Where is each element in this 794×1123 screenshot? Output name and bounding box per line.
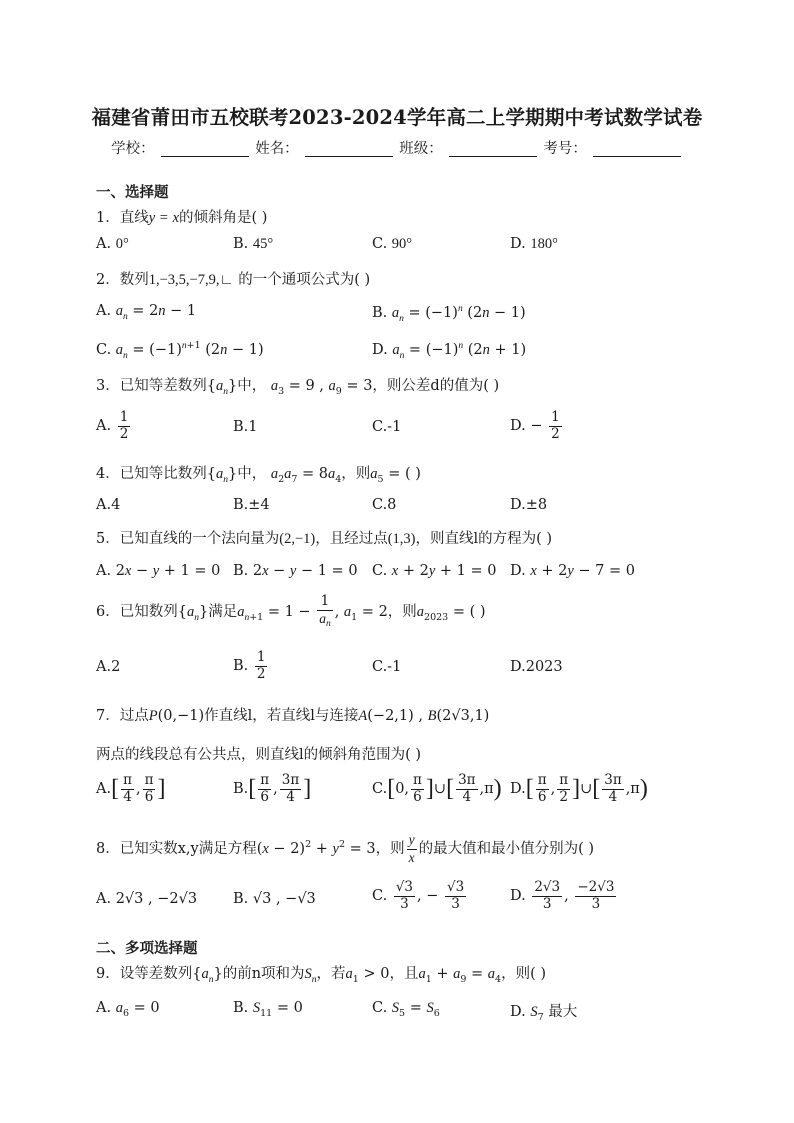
q8-option-d: D. $\frac{2√3}{3}$ , $\frac{-2√3}{3}$ (510, 879, 615, 912)
q6-option-c: C.-1 (372, 659, 402, 675)
q4-option-c: C.8 (372, 497, 397, 513)
q1-option-c: C. 90° (372, 236, 413, 252)
q3-option-c: C.-1 (372, 419, 402, 435)
page-title: 福建省莆田市五校联考2023-2024学年高二上学期期中考试数学试卷 (91, 106, 703, 129)
q9-option-b: B. $S_{11} = 0$ (233, 1000, 303, 1019)
id-blank (593, 142, 681, 157)
q7-option-c: C.[0, $\frac{\pi}{6}$ ]∪[ $\frac{3\pi}{4}$ ,π) (372, 772, 502, 805)
q2-option-b: B. $a_n = (-1)^n$ (2n − 1) (372, 304, 526, 324)
question-5: 5．已知直线的一个法向量为(2,−1)，且经过点(1,3)，则直线l的方程为( ) (96, 531, 553, 547)
school-blank (161, 142, 249, 157)
q7-option-a: A.[ $\frac{\pi}{4}$ , $\frac{\pi}{6}$ ] (96, 772, 166, 805)
q9-option-a: A. $a_6 = 0$ (96, 1000, 160, 1019)
q3-option-d: D. − $\frac{1}{2}$ (510, 409, 560, 442)
q7-option-b: B.[ $\frac{\pi}{6}$ , $\frac{3\pi}{4}$ ] (233, 772, 312, 805)
q8-option-b: B. √3 , −√3 (233, 891, 316, 907)
q8-option-c: C. $\frac{√3}{3}$ , − $\frac{√3}{3}$ (372, 879, 465, 912)
q7-option-d: D.[ $\frac{\pi}{6}$ , $\frac{\pi}{2}$ ]∪[ $\frac{3\pi}{4}$ ,π) (510, 772, 648, 805)
q1-option-b: B. 45° (233, 236, 274, 252)
question-8: 8．已知实数x,y满足方程$(x - 2)^2 + y^2 = 3$，则 $\frac{y}{x}$ 的最大值和最小值分别为( ) (96, 832, 595, 865)
name-blank (305, 142, 393, 157)
q3-option-b: B.1 (233, 419, 258, 435)
q9-option-d: D. $S_7$ 最大 (510, 1004, 578, 1023)
student-info-line (0, 137, 794, 158)
q6-option-d: D.2023 (510, 659, 563, 675)
q2-option-a: A. $a_n = 2n - 1$ (96, 303, 197, 322)
section-heading: 一、选择题 (96, 184, 169, 201)
q3-option-a: A. $\frac{1}{2}$ (96, 409, 129, 442)
q4-option-a: A.4 (96, 497, 121, 513)
id-label: 考号： (543, 141, 587, 157)
question-2: 2．数列1,−3,5,−7,9,∟ 的一个通项公式为( ) (96, 272, 371, 288)
question-4: 4．已知等比数列$\{a_n\}$中， $a_2a_7 = 8a_4$，则$a_5$ = ( ) (96, 466, 421, 485)
q8-option-a: A. 2√3 , −2√3 (96, 891, 198, 907)
q2-option-c: C. $a_n = (-1)^{n+1}$ (2n − 1) (96, 340, 264, 361)
question-7-line2: 两点的线段总有公共点，则直线l的倾斜角范围为( ) (96, 747, 422, 763)
q5-option-b: B. 2x − y − 1 = 0 (233, 563, 358, 579)
school-label: 学校： (111, 141, 155, 157)
q9-option-c: C. $S_5 = S_6$ (372, 1000, 440, 1019)
q1-option-d: D. 180° (510, 236, 558, 252)
q5-option-c: C. x + 2y + 1 = 0 (372, 563, 497, 579)
class-blank (449, 142, 537, 157)
q6-option-a: A.2 (96, 659, 121, 675)
question-7: 7．过点P(0,−1)作直线l，若直线l与连接A(−2,1) , B(2√3,1) (96, 708, 490, 724)
section-heading: 二、多项选择题 (96, 940, 198, 957)
name-label: 姓名： (255, 141, 299, 157)
question-1: 1．直线y = x的倾斜角是( ) (96, 210, 268, 226)
question-9: 9．设等差数列$\{a_n\}$的前n项和为$S_n$，若$a_1 > 0$，且$a_1 + a_9 = a_4$，则( ) (96, 966, 547, 985)
q1-option-a: A. 0° (96, 236, 129, 252)
question-6: 6．已知数列$\{a_n\}$满足$a_{n+1} = 1$ − $\frac{1}{a_n}$ , $a_1 = 2$，则$a_{2023}$ = ( ) (96, 593, 486, 630)
q5-option-d: D. x + 2y − 7 = 0 (510, 563, 635, 579)
question-3: 3．已知等差数列$\{a_n\}$中， $a_3 = 9$ , $a_9 = 3$，则公差d的值为( ) (96, 378, 500, 397)
class-label: 班级： (399, 141, 443, 157)
q5-option-a: A. 2x − y + 1 = 0 (96, 563, 221, 579)
q2-option-d: D. $a_n = (-1)^n$ (2n + 1) (372, 341, 527, 361)
q4-option-d: D.±8 (510, 497, 548, 513)
q4-option-b: B.±4 (233, 497, 270, 513)
q6-option-b: B. $\frac{1}{2}$ (233, 649, 266, 682)
